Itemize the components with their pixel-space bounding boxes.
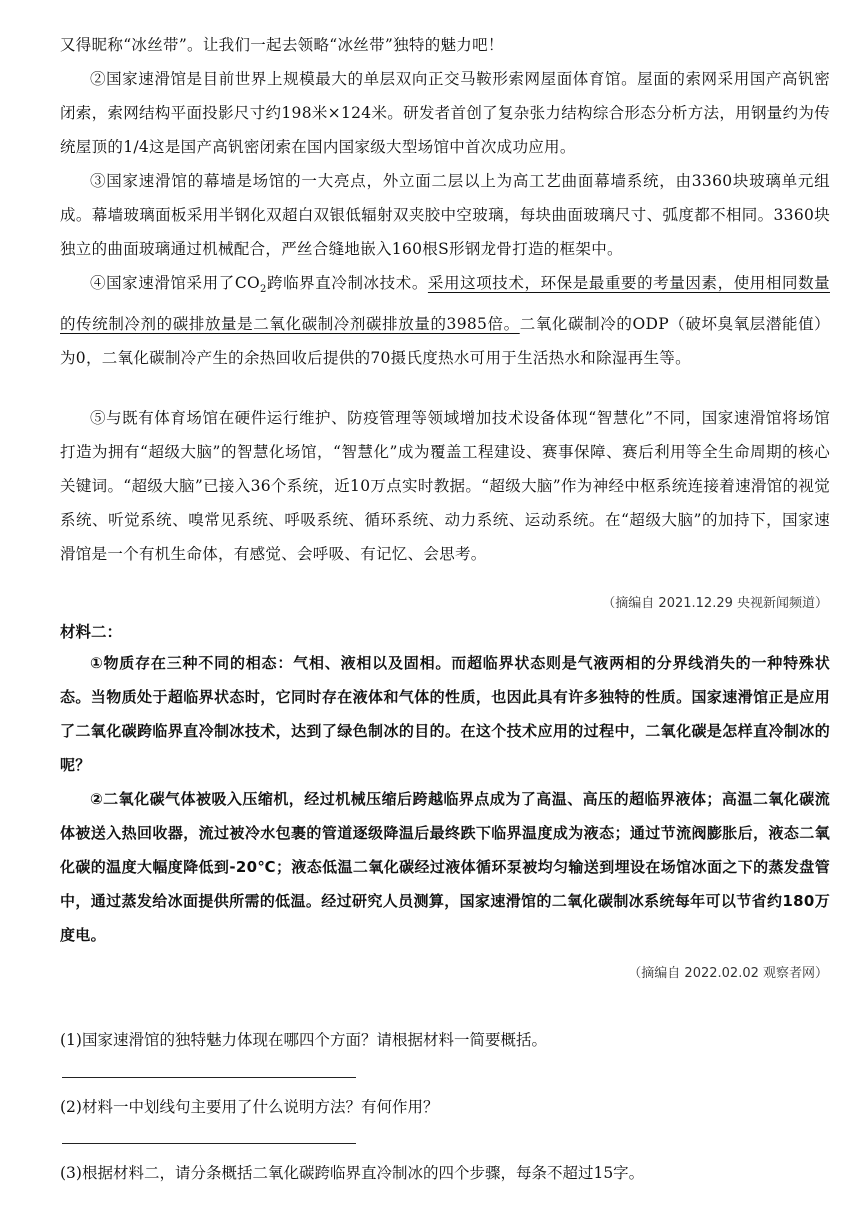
material1-paragraph-2: ②国家速滑馆是目前世界上规模最大的单层双向正交马鞍形索网屋面体育馆。屋面的索网采用国产高钒密闭索，索网结构平面投影尺寸约198米×124米。研发者首创了复杂张力结构综合形态分析方法，用钢量约为传统屋顶的1/4这是国产高钒密闭索在国内国家级大型场馆中首次成功应用。	[60, 70, 830, 156]
question-2: (2)材料一中划线句主要用了什么说明方法？有何作用？	[60, 1098, 439, 1116]
material1-source: （摘编自 2021.12.29 央视新闻频道）	[602, 596, 828, 611]
material1-paragraph-3: ③国家速滑馆的幕墙是场馆的一大亮点，外立面二层以上为高工艺曲面幕墙系统，由3360块玻璃单元组成。幕墙玻璃面板采用半钢化双超白双银低辐射双夹胶中空玻璃，每块曲面玻璃尺寸、弧度都不相同。3360块独立的曲面玻璃通过机械配合，严丝合缝地嵌入160根S形钢龙骨打造的框架中。	[60, 172, 830, 258]
question-3: (3)根据材料二，请分条概括二氧化碳跨临界直冷制冰的四个步骤，每条不超过15字。	[60, 1164, 645, 1182]
answer-line-2[interactable]	[62, 1143, 356, 1144]
underlined-sentence: 采用这项技术，环保是最重要的考量因素，使用相同数量的传统制冷剂的碳排放量是二氧化碳制冷剂碳排放量的3985倍。	[60, 274, 830, 334]
question-1: (1)国家速滑馆的独特魅力体现在哪四个方面？请根据材料一简要概括。	[60, 1031, 547, 1049]
material1-paragraph-4: ④国家速滑馆采用了$CO_2$跨临界直冷制冰技术。采用这项技术，环保是最重要的考量因素，使用相同数量的传统制冷剂的碳排放量是二氧化碳制冷剂碳排放量的3985倍。二氧化碳制冷的ODP（破坏臭氧层潜能值）为0，二氧化碳制冷产生的余热回收后提供的70摄氏度热水可用于生活热水和除湿再生等。	[60, 274, 830, 368]
material2-heading: 材料二：	[60, 623, 123, 641]
material2-paragraph-1: ①物质存在三种不同的相态：气相、液相以及固相。而超临界状态则是气液两相的分界线消失的一种特殊状态。当物质处于超临界状态时，它同时存在液体和气体的性质，也因此具有许多独特的性质。国家速滑馆正是应用了二氧化碳跨临界直冷制冰技术，达到了绿色制冰的目的。在这个技术应用的过程中，二氧化碳是怎样直冷制冰的呢？	[60, 654, 830, 774]
answer-line-1[interactable]	[62, 1077, 356, 1078]
material2-paragraph-2: ②二氧化碳气体被吸入压缩机，经过机械压缩后跨越临界点成为了高温、高压的超临界液体；高温二氧化碳流体被送入热回收器，流过被冷水包裹的管道逐级降温后最终跌下临界温度成为液态；通过节流阀膨胀后，液态二氧化碳的温度大幅度降低到-20℃；液态低温二氧化碳经过液体循环泵被均匀输送到埋设在场馆冰面之下的蒸发盘管中，通过蒸发给冰面提供所需的低温。经过研究人员测算，国家速滑馆的二氧化碳制冰系统每年可以节省约180万度电。	[60, 790, 830, 944]
material1-paragraph-5: ⑤与既有体育场馆在硬件运行维护、防疫管理等领域增加技术设备体现“智慧化”不同，国家速滑馆将场馆打造为拥有“超级大脑”的智慧化场馆，“智慧化”成为覆盖工程建设、赛事保障、赛后利用等全生命周期的核心关键词。“超级大脑”已接入36个系统，近10万点实时教据。“超级大脑”作为神经中枢系统连接着速滑馆的视觉系统、听觉系统、嗅常见系统、呼吸系统、循环系统、动力系统、运动系统。在“超级大脑”的加持下，国家速滑馆是一个有机生命体，有感觉、会呼吸、有记忆、会思考。	[60, 409, 830, 563]
material1-intro-tail: 又得昵称“冰丝带”。让我们一起去领略“冰丝带”独特的魅力吧！	[60, 36, 504, 54]
material2-source: （摘编自 2022.02.02 观察者网）	[628, 966, 828, 981]
